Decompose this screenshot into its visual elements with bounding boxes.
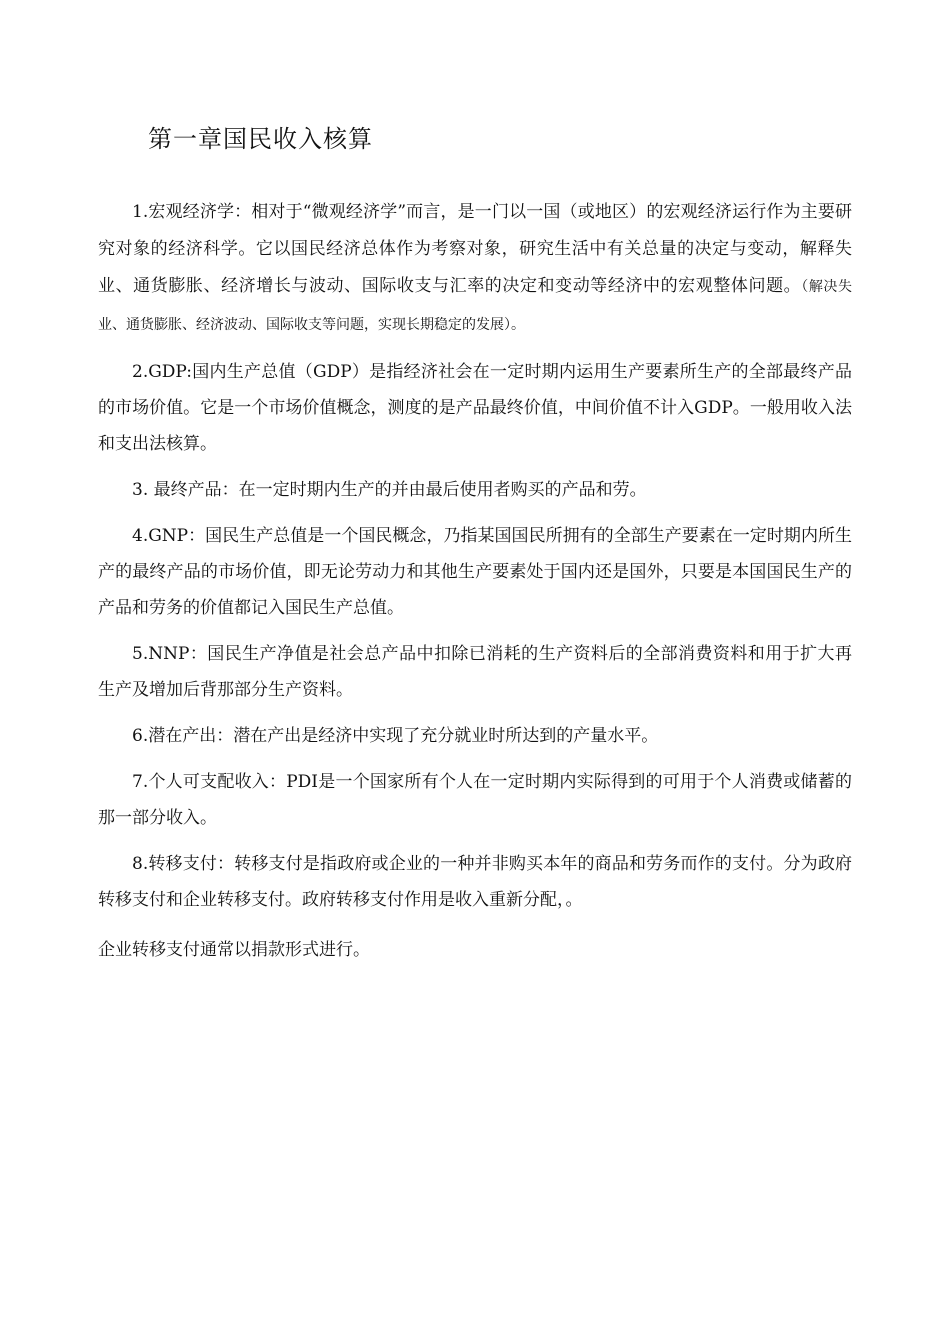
paragraph-pdi [98,764,852,836]
paragraph-text: 3. 最终产品：在一定时期内生产的并由最后使用者购买的产品和劳。 [132,480,647,500]
paragraph-gnp [98,518,852,626]
paragraph-text: 8.转移支付：转移支付是指政府或企业的一种并非购买本年的商品和劳务而作的支付。分为政府转移支付和企业转移支付。政府转移支付作用是收入重新分配，。 [98,854,852,910]
document-body [98,194,852,968]
paragraph-gdp [98,354,852,462]
paragraph-final-product [98,472,852,508]
paragraph-macroeconomics [98,194,852,344]
paragraph-note: （解决失业、通货膨胀、经济波动、国际收支等问题，实现长期稳定的发展）。 [98,279,853,333]
paragraph-text: 6.潜在产出：潜在产出是经济中实现了充分就业时所达到的产量水平。 [132,726,659,746]
paragraph-potential-output [98,718,852,754]
chapter-title: 第一章国民收入核算 [148,125,373,153]
paragraph-enterprise-transfer [98,932,852,968]
paragraph-nnp [98,636,852,708]
paragraph-text: 1.宏观经济学：相对于“微观经济学”而言，是一门以一国（或地区）的宏观经济运行作为主要研究对象的经济科学。它以国民经济总体作为考察对象，研究生活中有关总量的决定与变动，解释失业、通货膨胀、经济增长与波动、国际收支与汇率的决定和变动等经济中的宏观整体问题。 [98,202,852,296]
paragraph-text: 5.NNP：国民生产净值是社会总产品中扣除已消耗的生产资料后的全部消费资料和用于扩大再生产及增加后背那部分生产资料。 [98,644,852,700]
paragraph-transfer-payment [98,846,852,918]
paragraph-text: 2.GDP:国内生产总值（GDP）是指经济社会在一定时期内运用生产要素所生产的全部最终产品的市场价值。它是一个市场价值概念，测度的是产品最终价值，中间价值不计入GDP。一般用收入法和支出法核算。 [98,362,852,454]
paragraph-text: 4.GNP：国民生产总值是一个国民概念，乃指某国国民所拥有的全部生产要素在一定时期内所生产的最终产品的市场价值，即无论劳动力和其他生产要素处于国内还是国外，只要是本国国民生产的产品和劳务的价值都记入国民生产总值。 [98,526,852,618]
paragraph-text: 7.个人可支配收入：PDI是一个国家所有个人在一定时期内实际得到的可用于个人消费或储蓄的那一部分收入。 [98,772,852,828]
paragraph-text: 企业转移支付通常以捐款形式进行。 [98,940,370,960]
